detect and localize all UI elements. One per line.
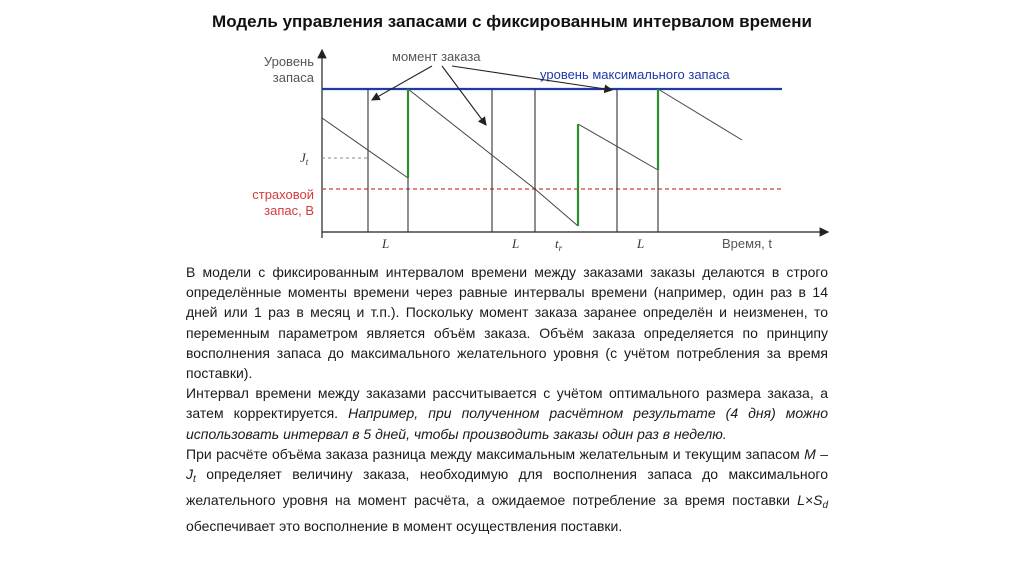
stock-level-line	[322, 89, 742, 226]
interval-lines	[368, 89, 658, 232]
y-axis-label-2: запаса	[272, 70, 314, 85]
interval-label-2: L	[512, 236, 520, 251]
max-stock-label: уровень максимального запаса	[540, 67, 730, 82]
order-moment-label: момент заказа	[392, 49, 481, 64]
y-axis-label-1: Уровень	[263, 54, 314, 69]
replenishment-lines	[408, 89, 658, 226]
interval-label-1: L	[382, 236, 390, 251]
interval-label-3: L	[637, 236, 645, 251]
inventory-diagram	[0, 0, 1024, 260]
x-axis-label: Время, t	[722, 236, 772, 251]
t-label: $t_r$	[555, 236, 563, 253]
safety-stock-label-1: страховой	[252, 187, 314, 202]
slide-title: Модель управления запасами с фиксированным интервалом времени	[212, 12, 812, 31]
body-text	[186, 262, 828, 537]
paragraph-3: При расчёте объёма заказа разница между максимальным желательным и текущим запасом M – $J_t$ определяет величину заказа, необходимую для восполнения запаса до максимального желательного уровня на момент расчёта, а ожидаемое потребление за время поставки $L\times S_d$ обеспечивает это восполнение в момент осуществления поставки.	[186, 445, 829, 535]
safety-stock-label-2: запас, B	[264, 203, 314, 218]
current-stock-label: $J_t$	[300, 150, 309, 167]
paragraph-2: Интервал времени между заказами рассчитывается с учётом оптимального размера заказа, а затем корректируется. Например, при полученном расчётном результате (4 дня) можно использовать интервал в 5 дней, чтобы производить заказы один раз в неделю.	[186, 385, 828, 442]
paragraph-1: В модели с фиксированным интервалом времени между заказами заказы делаются в строго определённые моменты времени через равные интервалы времени (например, один раз в 14 дней или 1 раз в месяц и т.п.). Поскольку момент заказа заранее определён и неизменен, то переменным параметром является объём заказа. Объём заказа определяется по принципу восполнения запаса до максимального желательного уровня (с учётом потребления за время поставки).	[186, 264, 828, 382]
